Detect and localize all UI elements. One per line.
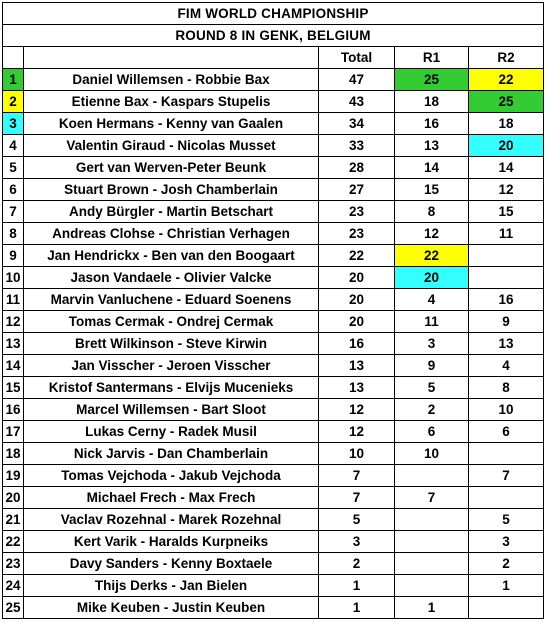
position-cell: 25 bbox=[3, 597, 24, 619]
r1-cell: 9 bbox=[395, 355, 469, 377]
position-cell: 11 bbox=[3, 289, 24, 311]
total-cell: 22 bbox=[319, 245, 395, 267]
table-row bbox=[3, 289, 544, 311]
team-cell: Andy Bürgler - Martin Betschart bbox=[24, 201, 319, 223]
header-row bbox=[3, 47, 544, 69]
r1-cell: 11 bbox=[395, 311, 469, 333]
r1-cell: 3 bbox=[395, 333, 469, 355]
total-cell: 1 bbox=[319, 597, 395, 619]
position-cell: 4 bbox=[3, 135, 24, 157]
position-cell: 24 bbox=[3, 575, 24, 597]
total-cell: 23 bbox=[319, 223, 395, 245]
championship-table bbox=[2, 2, 544, 619]
table-row bbox=[3, 267, 544, 289]
position-cell: 7 bbox=[3, 201, 24, 223]
r2-cell: 5 bbox=[469, 509, 544, 531]
team-cell: Etienne Bax - Kaspars Stupelis bbox=[24, 91, 319, 113]
team-cell: Jan Hendrickx - Ben van den Boogaart bbox=[24, 245, 319, 267]
table-row bbox=[3, 223, 544, 245]
r2-cell: 22 bbox=[469, 69, 544, 91]
r1-cell: 12 bbox=[395, 223, 469, 245]
position-cell: 5 bbox=[3, 157, 24, 179]
r1-cell: 25 bbox=[395, 69, 469, 91]
r1-cell: 7 bbox=[395, 487, 469, 509]
total-cell: 16 bbox=[319, 333, 395, 355]
r2-cell: 3 bbox=[469, 531, 544, 553]
r2-cell: 9 bbox=[469, 311, 544, 333]
r1-cell: 14 bbox=[395, 157, 469, 179]
total-cell: 13 bbox=[319, 377, 395, 399]
team-cell: Brett Wilkinson - Steve Kirwin bbox=[24, 333, 319, 355]
position-cell: 6 bbox=[3, 179, 24, 201]
header-r2: R2 bbox=[469, 47, 544, 69]
position-cell: 21 bbox=[3, 509, 24, 531]
total-cell: 20 bbox=[319, 289, 395, 311]
table-row bbox=[3, 399, 544, 421]
r1-cell: 15 bbox=[395, 179, 469, 201]
r2-cell: 18 bbox=[469, 113, 544, 135]
total-cell: 47 bbox=[319, 69, 395, 91]
team-cell: Nick Jarvis - Dan Chamberlain bbox=[24, 443, 319, 465]
r1-cell bbox=[395, 553, 469, 575]
team-cell: Kert Varik - Haralds Kurpneiks bbox=[24, 531, 319, 553]
table-row bbox=[3, 245, 544, 267]
r1-cell bbox=[395, 509, 469, 531]
r1-cell bbox=[395, 531, 469, 553]
total-cell: 28 bbox=[319, 157, 395, 179]
total-cell: 23 bbox=[319, 201, 395, 223]
title-row bbox=[3, 3, 544, 25]
team-cell: Gert van Werven-Peter Beunk bbox=[24, 157, 319, 179]
position-cell: 3 bbox=[3, 113, 24, 135]
r1-cell: 18 bbox=[395, 91, 469, 113]
r2-cell: 7 bbox=[469, 465, 544, 487]
position-cell: 20 bbox=[3, 487, 24, 509]
r2-cell: 13 bbox=[469, 333, 544, 355]
r2-cell: 1 bbox=[469, 575, 544, 597]
team-cell: Jason Vandaele - Olivier Valcke bbox=[24, 267, 319, 289]
total-cell: 33 bbox=[319, 135, 395, 157]
r2-cell: 2 bbox=[469, 553, 544, 575]
position-cell: 2 bbox=[3, 91, 24, 113]
team-cell: Koen Hermans - Kenny van Gaalen bbox=[24, 113, 319, 135]
team-cell: Michael Frech - Max Frech bbox=[24, 487, 319, 509]
total-cell: 43 bbox=[319, 91, 395, 113]
team-cell: Valentin Giraud - Nicolas Musset bbox=[24, 135, 319, 157]
table-row bbox=[3, 487, 544, 509]
table-row bbox=[3, 509, 544, 531]
r1-cell: 13 bbox=[395, 135, 469, 157]
table-row bbox=[3, 553, 544, 575]
position-cell: 8 bbox=[3, 223, 24, 245]
r2-cell: 14 bbox=[469, 157, 544, 179]
r1-cell: 4 bbox=[395, 289, 469, 311]
team-cell: Lukas Cerny - Radek Musil bbox=[24, 421, 319, 443]
r2-cell: 20 bbox=[469, 135, 544, 157]
r2-cell: 25 bbox=[469, 91, 544, 113]
position-cell: 10 bbox=[3, 267, 24, 289]
header-total: Total bbox=[319, 47, 395, 69]
table-row bbox=[3, 69, 544, 91]
total-cell: 7 bbox=[319, 487, 395, 509]
total-cell: 1 bbox=[319, 575, 395, 597]
r2-cell bbox=[469, 597, 544, 619]
position-cell: 13 bbox=[3, 333, 24, 355]
position-cell: 17 bbox=[3, 421, 24, 443]
table-row bbox=[3, 377, 544, 399]
team-cell: Thijs Derks - Jan Bielen bbox=[24, 575, 319, 597]
total-cell: 3 bbox=[319, 531, 395, 553]
total-cell: 34 bbox=[319, 113, 395, 135]
r2-cell bbox=[469, 443, 544, 465]
table-row bbox=[3, 311, 544, 333]
r2-cell: 11 bbox=[469, 223, 544, 245]
table-row bbox=[3, 135, 544, 157]
table-row bbox=[3, 575, 544, 597]
total-cell: 20 bbox=[319, 267, 395, 289]
table-row bbox=[3, 179, 544, 201]
table-row bbox=[3, 597, 544, 619]
r1-cell: 5 bbox=[395, 377, 469, 399]
total-cell: 20 bbox=[319, 311, 395, 333]
total-cell: 27 bbox=[319, 179, 395, 201]
r2-cell: 8 bbox=[469, 377, 544, 399]
total-cell: 10 bbox=[319, 443, 395, 465]
header-r1: R1 bbox=[395, 47, 469, 69]
table-row bbox=[3, 157, 544, 179]
r2-cell: 10 bbox=[469, 399, 544, 421]
team-cell: Andreas Clohse - Christian Verhagen bbox=[24, 223, 319, 245]
total-cell: 7 bbox=[319, 465, 395, 487]
header-team bbox=[24, 47, 319, 69]
r1-cell: 22 bbox=[395, 245, 469, 267]
table-row bbox=[3, 355, 544, 377]
r1-cell: 20 bbox=[395, 267, 469, 289]
table-row bbox=[3, 113, 544, 135]
position-cell: 18 bbox=[3, 443, 24, 465]
position-cell: 23 bbox=[3, 553, 24, 575]
subtitle-row bbox=[3, 25, 544, 47]
position-cell: 22 bbox=[3, 531, 24, 553]
r2-cell: 6 bbox=[469, 421, 544, 443]
r1-cell: 8 bbox=[395, 201, 469, 223]
r2-cell bbox=[469, 267, 544, 289]
table-row bbox=[3, 201, 544, 223]
team-cell: Stuart Brown - Josh Chamberlain bbox=[24, 179, 319, 201]
position-cell: 19 bbox=[3, 465, 24, 487]
table-row bbox=[3, 421, 544, 443]
position-cell: 15 bbox=[3, 377, 24, 399]
r2-cell: 4 bbox=[469, 355, 544, 377]
r1-cell bbox=[395, 465, 469, 487]
header-pos bbox=[3, 47, 24, 69]
team-cell: Jan Visscher - Jeroen Visscher bbox=[24, 355, 319, 377]
team-cell: Vaclav Rozehnal - Marek Rozehnal bbox=[24, 509, 319, 531]
table-row bbox=[3, 531, 544, 553]
r2-cell: 15 bbox=[469, 201, 544, 223]
team-cell: Tomas Cermak - Ondrej Cermak bbox=[24, 311, 319, 333]
table-row bbox=[3, 91, 544, 113]
r1-cell: 1 bbox=[395, 597, 469, 619]
position-cell: 14 bbox=[3, 355, 24, 377]
table-subtitle: ROUND 8 IN GENK, BELGIUM bbox=[3, 25, 544, 47]
table-body bbox=[3, 3, 544, 619]
position-cell: 12 bbox=[3, 311, 24, 333]
table-row bbox=[3, 443, 544, 465]
team-cell: Daniel Willemsen - Robbie Bax bbox=[24, 69, 319, 91]
total-cell: 12 bbox=[319, 421, 395, 443]
r1-cell: 6 bbox=[395, 421, 469, 443]
team-cell: Kristof Santermans - Elvijs Mucenieks bbox=[24, 377, 319, 399]
team-cell: Davy Sanders - Kenny Boxtaele bbox=[24, 553, 319, 575]
team-cell: Marvin Vanluchene - Eduard Soenens bbox=[24, 289, 319, 311]
table-row bbox=[3, 465, 544, 487]
r2-cell: 12 bbox=[469, 179, 544, 201]
r1-cell: 10 bbox=[395, 443, 469, 465]
total-cell: 13 bbox=[319, 355, 395, 377]
position-cell: 9 bbox=[3, 245, 24, 267]
total-cell: 12 bbox=[319, 399, 395, 421]
table-row bbox=[3, 333, 544, 355]
r2-cell bbox=[469, 245, 544, 267]
team-cell: Mike Keuben - Justin Keuben bbox=[24, 597, 319, 619]
table-title: FIM WORLD CHAMPIONSHIP bbox=[3, 3, 544, 25]
total-cell: 2 bbox=[319, 553, 395, 575]
team-cell: Marcel Willemsen - Bart Sloot bbox=[24, 399, 319, 421]
team-cell: Tomas Vejchoda - Jakub Vejchoda bbox=[24, 465, 319, 487]
r1-cell bbox=[395, 575, 469, 597]
r1-cell: 2 bbox=[395, 399, 469, 421]
position-cell: 16 bbox=[3, 399, 24, 421]
position-cell: 1 bbox=[3, 69, 24, 91]
r1-cell: 16 bbox=[395, 113, 469, 135]
r2-cell: 16 bbox=[469, 289, 544, 311]
r2-cell bbox=[469, 487, 544, 509]
total-cell: 5 bbox=[319, 509, 395, 531]
